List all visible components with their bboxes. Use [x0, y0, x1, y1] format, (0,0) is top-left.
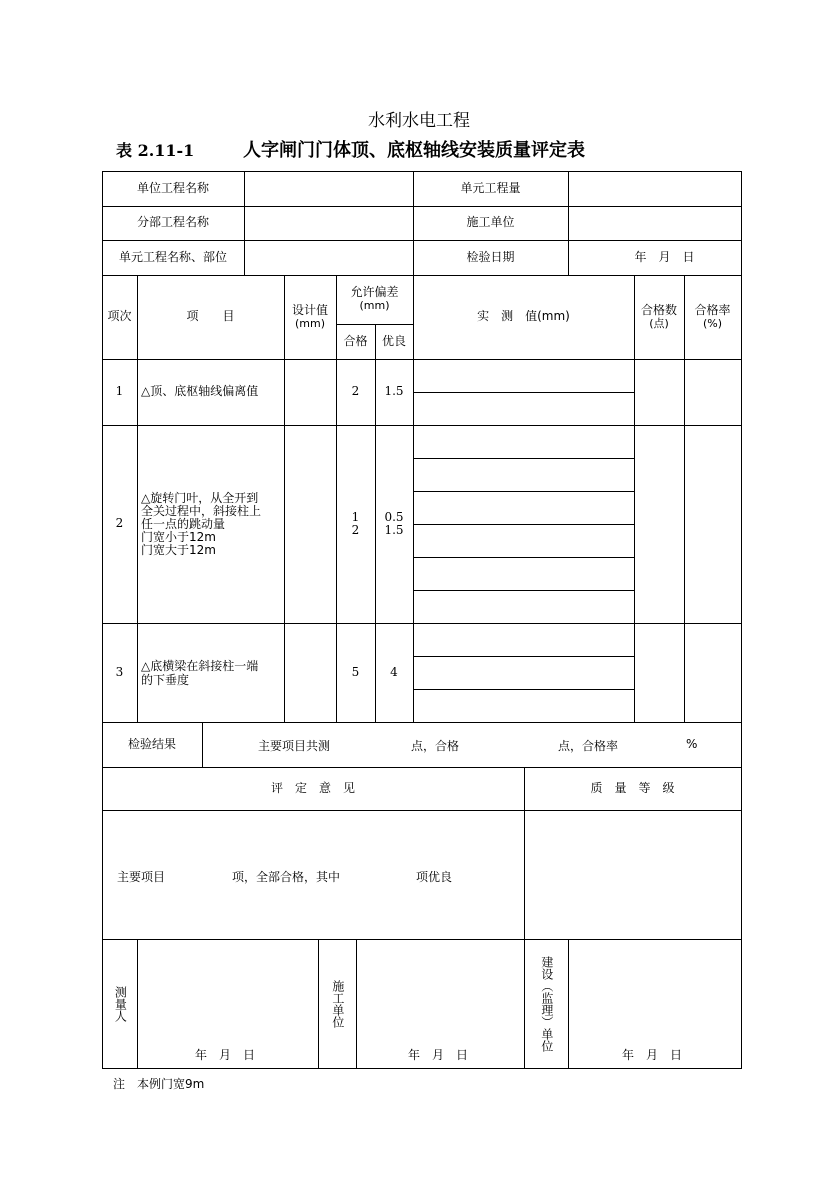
row3-no: 3: [115, 664, 124, 679]
row1-excellent: 1.5: [384, 384, 404, 399]
row2-item-line: 任一点的跳动量: [141, 516, 226, 531]
main-items-label: 主要项目: [117, 870, 166, 884]
col-item: 项 目: [186, 309, 235, 324]
col-design-value: [284, 275, 336, 359]
row3-item: [137, 623, 284, 722]
unit-amount-label: 单元工程量: [460, 180, 521, 195]
row3-item-line: 的下垂度: [141, 672, 190, 687]
construction-label-cell: [318, 939, 356, 1068]
unit-amount-field[interactable]: [568, 171, 741, 206]
row2-excellent: [375, 425, 413, 623]
table-number: 表 2.11-1: [116, 141, 195, 160]
construction-unit-field[interactable]: [568, 206, 741, 240]
result-total-text: 主要项目共测: [258, 739, 331, 753]
col-measured: 实 测 值(mm): [477, 309, 570, 324]
result-pass-text: 点，合格: [411, 739, 460, 753]
table-title: 人字闸门门体顶、底枢轴线安装质量评定表: [243, 140, 585, 161]
row2-qualified-value: 1: [351, 510, 360, 524]
construction-unit-label: 施工单位: [466, 215, 515, 230]
excellent-items-text: 项优良: [416, 870, 453, 884]
row2-no: 2: [115, 516, 124, 531]
row1-item: △顶、底枢轴线偏离值: [141, 384, 259, 399]
row3-qualified: 5: [351, 664, 360, 679]
result-percent-sign: %: [686, 737, 698, 751]
row2-item-line: 门宽小于12m: [141, 529, 216, 544]
measurer-label: 测量人: [113, 985, 128, 1022]
quality-grade-header: 质 量 等 级: [590, 780, 675, 795]
row3-item-line: △底横梁在斜接柱一端: [141, 658, 259, 673]
all-pass-text: 项，全部合格，其中: [232, 870, 341, 884]
footnote: 注 本例门宽9m: [113, 1077, 205, 1091]
col-pass-count-unit: (点): [649, 316, 669, 330]
row2-item-line: 全关过程中，斜接柱上: [141, 503, 262, 518]
row2-item: [137, 425, 284, 623]
row2-qualified: [336, 425, 375, 623]
construction-label: 施工单位: [330, 979, 345, 1028]
element-name-location-label: 单元工程名称、部位: [118, 249, 227, 264]
result-rate-text: 点，合格率: [558, 739, 619, 753]
col-pass-count: [634, 275, 684, 359]
document-header: 水利水电工程: [368, 111, 470, 131]
unit-project-name-field[interactable]: [244, 171, 413, 206]
supervision-label: 建设（监理）单位: [539, 955, 554, 1052]
col-item-no: 项次: [107, 309, 132, 324]
construction-date: 年 月 日: [408, 1048, 469, 1062]
element-name-location-field[interactable]: [244, 240, 413, 275]
col-pass-count-label: 合格数: [640, 302, 677, 317]
quality-grade-field[interactable]: [524, 810, 741, 939]
supervision-label-cell: [524, 939, 568, 1068]
measurer-date: 年 月 日: [195, 1048, 256, 1062]
inspection-date-field[interactable]: 年 月 日: [634, 249, 695, 264]
col-allowed-dev-label: 允许偏差: [350, 285, 399, 300]
col-design-value-unit: (mm): [294, 316, 325, 330]
assessment-opinion-header: 评 定 意 见: [270, 780, 355, 795]
sub-project-name-label: 分部工程名称: [136, 215, 209, 230]
unit-project-name-label: 单位工程名称: [136, 180, 209, 195]
row2-excellent-value: 0.5: [384, 510, 404, 524]
row1-no: 1: [115, 384, 124, 399]
measurer-label-cell: [102, 939, 137, 1068]
inspection-date-label: 检验日期: [466, 249, 515, 264]
row2-excellent-value: 1.5: [384, 523, 404, 537]
col-pass-rate: [684, 275, 741, 359]
sub-project-name-field[interactable]: [244, 206, 413, 240]
col-pass-rate-unit: (%): [702, 316, 723, 330]
inspection-result-label: 检验结果: [127, 736, 176, 751]
col-qualified: 合格: [343, 333, 368, 348]
col-design-value-label: 设计值: [291, 302, 328, 317]
col-allowed-dev-unit: (mm): [359, 299, 390, 313]
row1-qualified: 2: [351, 384, 360, 399]
supervision-date: 年 月 日: [622, 1048, 683, 1062]
row3-excellent: 4: [390, 664, 398, 679]
row2-item-line: 门宽大于12m: [141, 542, 216, 557]
col-allowed-dev: [336, 275, 413, 324]
row2-qualified-value: 2: [351, 523, 360, 537]
col-excellent: 优良: [381, 333, 406, 348]
col-pass-rate-label: 合格率: [694, 302, 731, 317]
row2-item-line: △旋转门叶，从全开到: [141, 490, 259, 505]
